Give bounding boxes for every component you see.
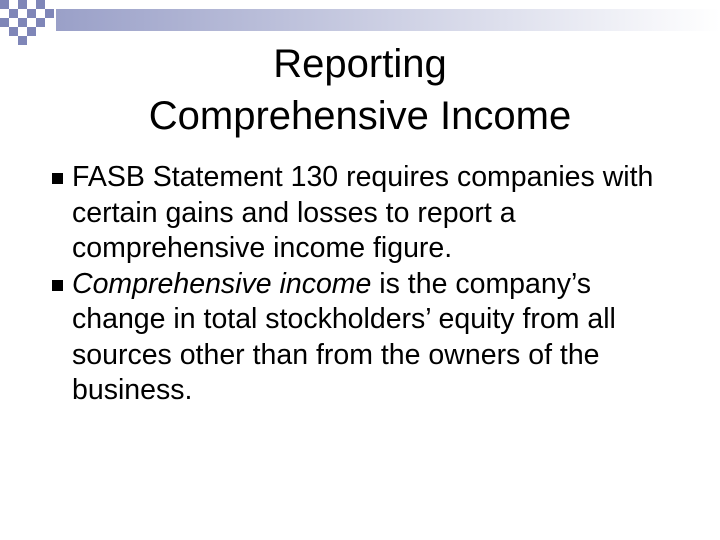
- gradient-bar: [56, 9, 720, 31]
- title-line-1: Reporting: [273, 42, 447, 86]
- square-bullet-icon: [52, 173, 63, 184]
- emphasized-term: Comprehensive income: [72, 267, 372, 300]
- title-line-2: Comprehensive Income: [148, 94, 572, 138]
- checker-squares: [0, 0, 54, 45]
- bullet-item-comprehensive-income: [52, 267, 682, 409]
- bullet-item-fasb: [52, 160, 682, 267]
- slide-title: [60, 38, 660, 142]
- square-bullet-icon: [52, 280, 63, 291]
- bullet-text: FASB Statement 130 requires companies with certain gains and losses to report a comprehensive income figure.: [72, 161, 654, 264]
- bullet-text: [72, 268, 616, 407]
- bullet-text-rest: is the company’s change in total stockholders’ equity from all sources other than from the owners of the business.: [72, 267, 616, 406]
- bullet-list: [52, 160, 682, 409]
